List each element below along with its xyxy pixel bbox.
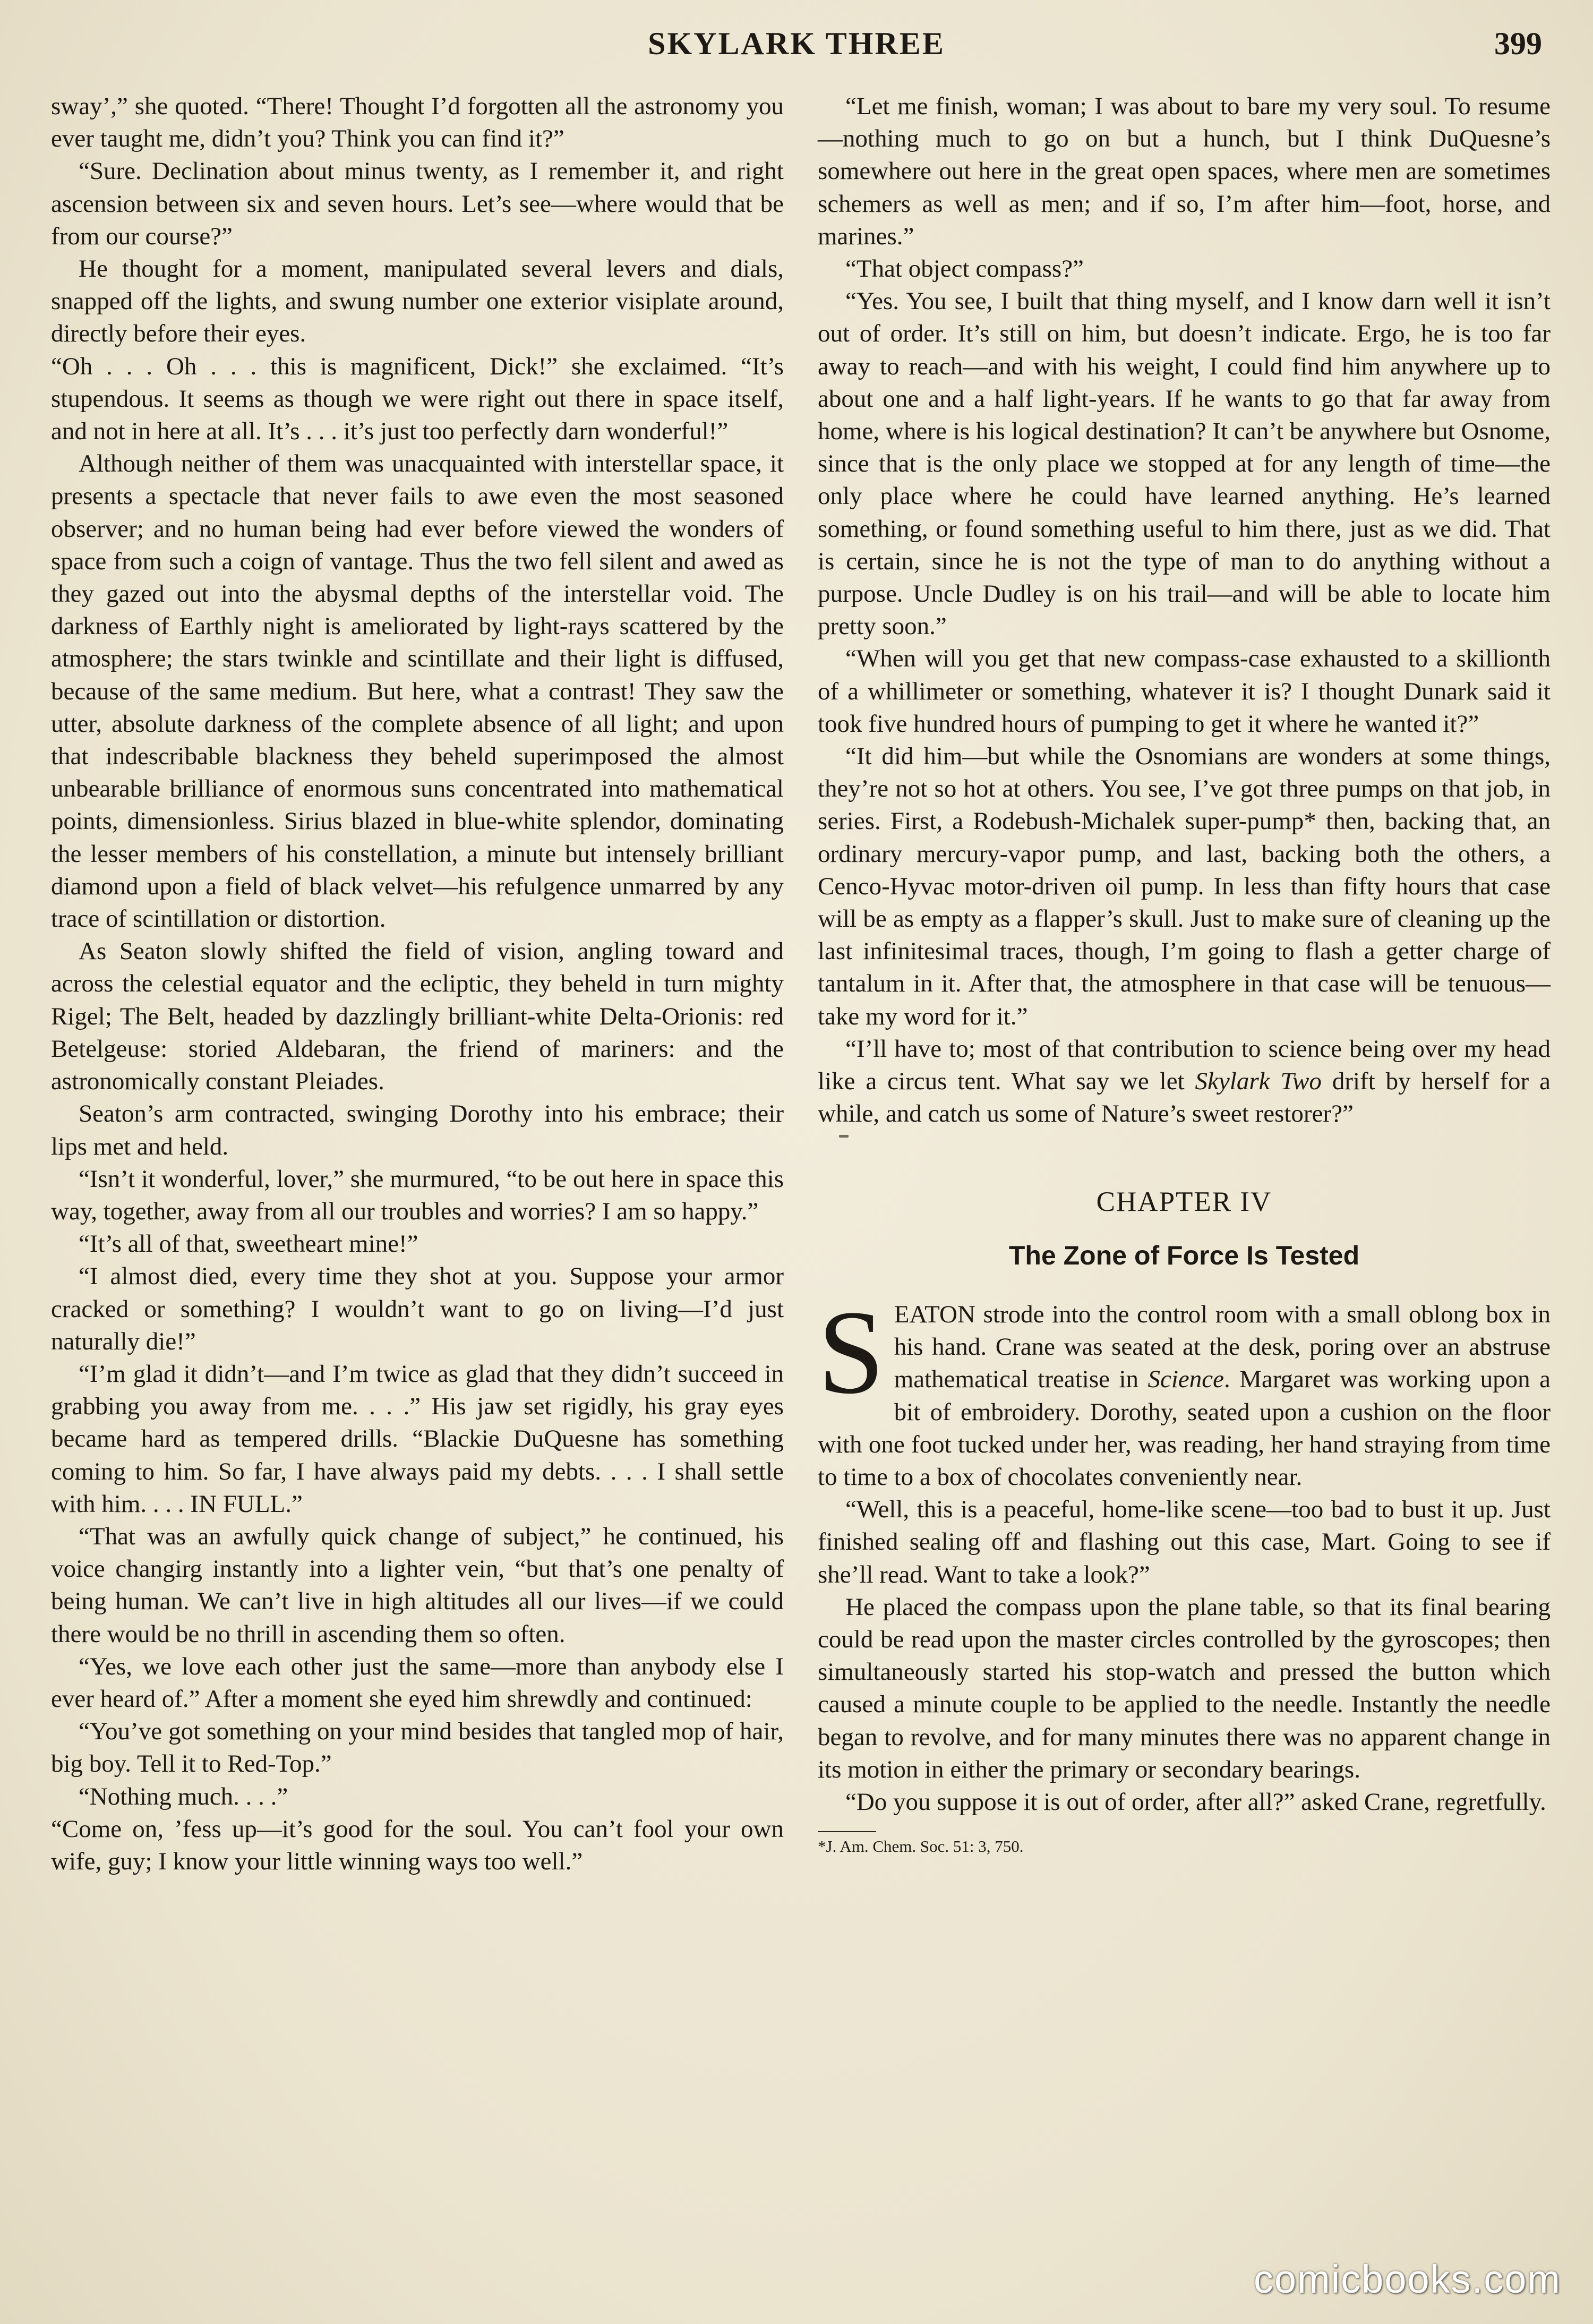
paragraph: sway’,” she quoted. “There! Thought I’d forgotten all the astronomy you ever taught me, didn’t you? Think you can find it?” <box>51 92 784 153</box>
text-run: EATON strode into the control room with a small oblong box in his hand. Crane was seated at the desk, poring over an abstruse mathematical treatise in <box>894 1300 1551 1394</box>
text-run: “I’ll have to; most of that contribution to science being over my head like a circus tent. What say we let <box>818 1035 1551 1096</box>
page-header <box>51 21 1542 69</box>
paragraph: “Come on, ’fess up—it’s good for the soul. You can’t fool your own wife, guy; I know your little winning ways too well.” <box>51 1815 784 1875</box>
paragraph: “That was an awfully quick change of subject,” he continued, his voice changirg instantly into a lighter vein, “but that’s one penalty of being human. We can’t live in high altitudes all our lives—if we could there would be no thrill in ascending them so often. <box>51 1522 784 1648</box>
chapter-subtitle: The Zone of Force Is Tested <box>1008 1240 1360 1270</box>
paragraph: “It’s all of that, sweetheart mine!” <box>79 1230 418 1258</box>
footnote-rule <box>818 1831 876 1832</box>
footnote: *J. Am. Chem. Soc. 51: 3, 750. <box>818 1837 1024 1856</box>
paragraph: Although neither of them was unacquainted with interstellar space, it presents a spectacle that never fails to awe even the most seasoned observer; and no human being had ever before viewed the wonders of space from such a coign of vantage. Thus the two fell silent and awed as they gazed out into the abysmal depths of the interstellar void. The darkness of Earthly night is ameliorated by light-rays scattered by the atmosphere; the stars twinkle and scintillate and their light is diffused, because of the same medium. But here, what a contrast! They saw the utter, absolute darkness of the complete absence of all light; and upon that indescribable blackness they beheld superimposed the almost unbearable brilliance of enormous suns concentrated into mathematical points, dimensionless. Sirius blazed in blue-white splendor, dominating the lesser members of his constellation, a minute but intensely brilliant diamond upon a field of black velvet—his refulgence unmarred by any trace of scintillation or distortion. <box>51 450 784 933</box>
right-column <box>818 90 1551 1857</box>
ship-name: Skylark Two <box>1195 1067 1322 1096</box>
paragraph: “Sure. Declination about minus twenty, as I remember it, and right ascension between six and seven hours. Let’s see—where would that be from our course?” <box>51 157 784 250</box>
section-ornament <box>818 1131 1551 1147</box>
paragraph: He thought for a moment, manipulated several levers and dials, snapped off the lights, and swung number one exterior visiplate around, directly before their eyes. <box>51 255 784 348</box>
paragraph: “Isn’t it wonderful, lover,” she murmured, “to be out here in space this way, together, away from all our troubles and worries? I am so happy.” <box>51 1165 784 1225</box>
paragraph: “Yes, we love each other just the same—more than anybody else I ever heard of.” After a moment she eyed him shrewdly and continued: <box>51 1652 784 1713</box>
page-number: 399 <box>1494 26 1542 61</box>
paragraph: “That object compass?” <box>845 255 1084 283</box>
chapter-opening-paragraph <box>818 1285 1551 1493</box>
paragraph: “You’ve got something on your mind besides that tangled mop of hair, big boy. Tell it to Red-Top.” <box>51 1718 784 1778</box>
text-run: . Margaret was working upon a bit of embroidery. Dorothy, seated upon a cushion on the floor with one foot tucked under her, was reading, her hand straying from time to time to a box of chocolates conveniently near. <box>818 1365 1551 1491</box>
chapter-heading: CHAPTER IV <box>1096 1186 1272 1217</box>
paragraph: As Seaton slowly shifted the field of vision, angling toward and across the celestial equator and the ecliptic, they beheld in turn mighty Rigel; The Belt, headed by dazzlingly brilliant-white Delta-Orionis: red Betelgeuse: storied Aldebaran, the friend of mariners: and the astronomically constant Pleiades. <box>51 937 784 1096</box>
paragraph: “Nothing much. . . .” <box>79 1782 288 1810</box>
paragraph: “It did him—but while the Osnomians are wonders at some things, they’re not so hot at others. You see, I’ve got three pumps on that job, in series. First, a Rodebush-Michalek super-pump* then, backing that, an ordinary mercury-vapor pump, and last, backing both the others, a Cenco-Hyvac motor-driven oil pump. In less than fifty hours that case will be as empty as a flapper’s skull. Just to make sure of cleaning up the last infinitesimal traces, though, I’m going to flash a getter charge of tantalum in it. After that, the atmosphere in that case will be tenuous—take my word for it.” <box>818 742 1551 1030</box>
text-run: drift by herself for a while, and catch us some of Nature’s sweet restorer?” <box>818 1067 1551 1128</box>
left-column <box>51 90 784 1878</box>
paragraph: “Let me finish, woman; I was about to bare my very soul. To resume—nothing much to go on but a hunch, but I think DuQuesne’s somewhere out here in the great open spaces, where men are sometimes schemers as well as men; and if so, I’m after him—foot, horse, and marines.” <box>818 92 1551 250</box>
paragraph: “I’m glad it didn’t—and I’m twice as glad that they didn’t succeed in grabbing you away from me. . . .” His jaw set rigidly, his gray eyes became hard as tempered drills. “Blackie DuQuesne has something coming to him. So far, I have always paid my debts. . . . I shall settle with him. . . . IN FULL.” <box>51 1360 784 1518</box>
journal-name: Science <box>1147 1365 1224 1394</box>
paragraph: “I almost died, every time they shot at you. Suppose your armor cracked or something? I wouldn’t want to go on living—I’d just naturally die!” <box>51 1262 784 1355</box>
paragraph: “Oh . . . Oh . . . this is magnificent, Dick!” she exclaimed. “It’s stupendous. It seems as though we were right out there in space itself, and not in here at all. It’s . . . it’s just too perfectly darn wonderful!” <box>51 352 784 446</box>
running-title: SKYLARK THREE <box>648 26 945 61</box>
drop-cap: S <box>818 1285 885 1419</box>
paragraph: “Yes. You see, I built that thing myself, and I know darn well it isn’t out of order. It’s still on him, but doesn’t indicate. Ergo, he is too far away to reach—and with his weight, I could find him anywhere up to about one and a half light-years. If he wants to go that far away from home, where is his logical destination? It can’t be anywhere but Osnome, since that is the only place we stopped at for any length of time—the only place where he could have learned anything. He’s learned something, or found something useful to him there, just as we did. That is certain, since he is not the type of man to do anything without a purpose. Uncle Dudley is on his trail—and will be able to locate him pretty soon.” <box>818 287 1551 640</box>
paragraph: Seaton’s arm contracted, swinging Dorothy into his embrace; their lips met and held. <box>51 1100 784 1160</box>
paragraph: He placed the compass upon the plane table, so that its final bearing could be read upon the master circles controlled by the gyroscopes; then simultaneously started his stop-watch and pressed the button which caused a minute couple to be applied to the needle. Instantly the needle began to revolve, and for many minutes there was no apparent change in its motion in either the primary or secondary bearings. <box>818 1593 1551 1783</box>
paragraph: “Well, this is a peaceful, home-like scene—too bad to bust it up. Just finished sealing off and flashing out this case, Mart. Going to see if she’ll read. Want to take a look?” <box>818 1496 1551 1588</box>
paragraph: “Do you suppose it is out of order, after all?” asked Crane, regretfully. <box>845 1788 1546 1816</box>
paragraph <box>818 1033 1551 1131</box>
site-watermark: comicbooks.com <box>1253 2257 1561 2301</box>
paragraph: “When will you get that new compass-case exhausted to a skillionth of a whillimeter or something, whatever it is? I thought Dunark said it took five hundred hours of pumping to get it where he wanted it?” <box>818 645 1551 738</box>
